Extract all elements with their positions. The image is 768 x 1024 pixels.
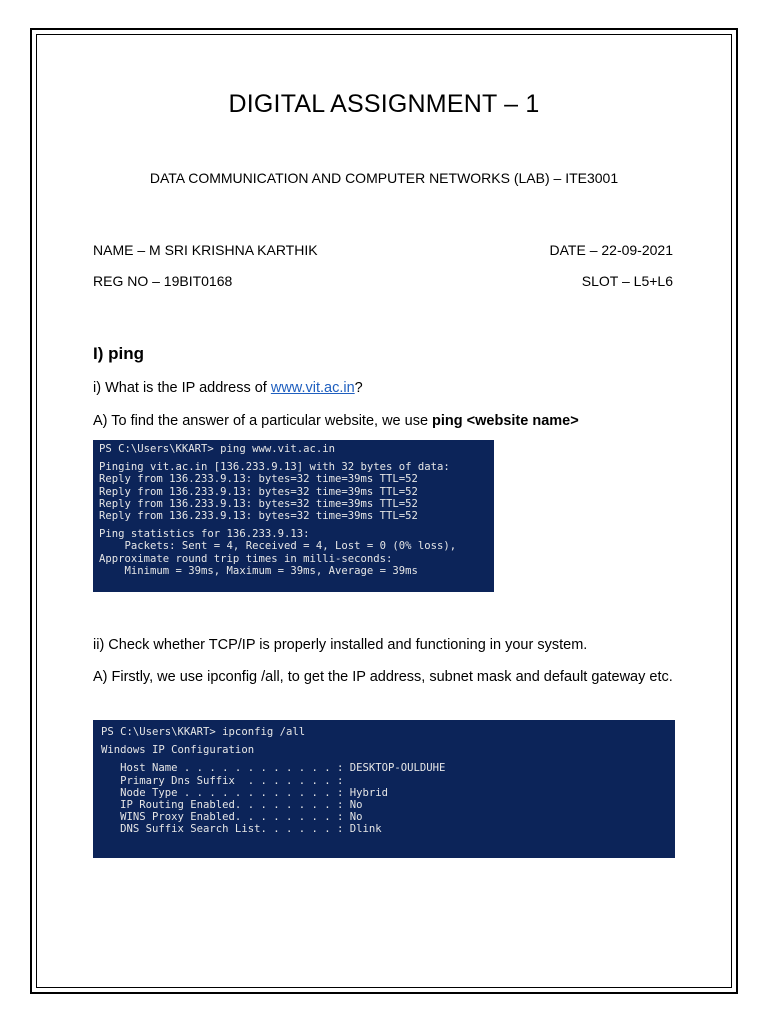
- ipconfig-heading: Windows IP Configuration: [101, 744, 255, 757]
- ping-output-line: Pinging vit.ac.in [136.233.9.13] with 32 bytes of data:: [99, 461, 450, 474]
- vit-link[interactable]: www.vit.ac.in: [270, 380, 355, 396]
- registration-number: REG NO – 19BIT0168: [93, 273, 233, 289]
- ipconfig-line: Primary Dns Suffix . . . . . . . :: [101, 774, 344, 787]
- section-heading: I) ping: [93, 344, 144, 363]
- student-name: NAME – M SRI KRISHNA KARTHIK: [93, 242, 318, 258]
- question-2: ii) Check whether TCP/IP is properly installed and functioning in your system.: [93, 637, 588, 653]
- question-1-suffix: ?: [354, 380, 363, 396]
- answer-1: [93, 410, 683, 432]
- submission-date: DATE – 22-09-2021: [549, 242, 673, 258]
- answer-1-command: ping <website name>: [432, 413, 579, 429]
- slot: SLOT – L5+L6: [581, 273, 673, 289]
- ping-output-line: Reply from 136.233.9.13: bytes=32 time=39ms TTL=52: [99, 473, 418, 486]
- ping-output-line: Reply from 136.233.9.13: bytes=32 time=39ms TTL=52: [99, 509, 418, 522]
- ping-terminal-screenshot: [93, 440, 494, 592]
- question-1: [93, 377, 683, 399]
- document-title: DIGITAL ASSIGNMENT – 1: [228, 90, 540, 118]
- ping-stats-line: Ping statistics for 136.233.9.13:: [99, 528, 310, 541]
- answer-1-prefix: A) To find the answer of a particular website, we use: [93, 413, 433, 429]
- ping-prompt: PS C:\Users\KKART> ping www.vit.ac.in: [99, 443, 335, 455]
- ping-stats-line: Minimum = 39ms, Maximum = 39ms, Average = 39ms: [99, 564, 418, 577]
- ipconfig-terminal-screenshot: [93, 720, 675, 858]
- ipconfig-line: WINS Proxy Enabled. . . . . . . . : No: [101, 811, 363, 824]
- ipconfig-line: IP Routing Enabled. . . . . . . . : No: [101, 798, 363, 811]
- ping-output-line: Reply from 136.233.9.13: bytes=32 time=39ms TTL=52: [99, 497, 418, 510]
- ipconfig-line: DNS Suffix Search List. . . . . . : Dlink: [101, 823, 382, 836]
- document-subtitle: DATA COMMUNICATION AND COMPUTER NETWORKS (LAB) – ITE3001: [149, 170, 619, 186]
- answer-2: A) Firstly, we use ipconfig /all, to get the IP address, subnet mask and default gateway etc.: [93, 669, 673, 685]
- ping-stats-line: Approximate round trip times in milli-seconds:: [99, 552, 393, 565]
- ping-output-line: Reply from 136.233.9.13: bytes=32 time=39ms TTL=52: [99, 485, 418, 498]
- ipconfig-line: Node Type . . . . . . . . . . . . : Hybrid: [101, 786, 389, 799]
- ipconfig-line: Host Name . . . . . . . . . . . . : DESKTOP-OULDUHE: [101, 762, 446, 775]
- question-1-prefix: i) What is the IP address of: [93, 380, 271, 396]
- ping-stats-line: Packets: Sent = 4, Received = 4, Lost = 0 (0% loss),: [99, 540, 457, 553]
- ipconfig-prompt: PS C:\Users\KKART> ipconfig /all: [101, 726, 306, 738]
